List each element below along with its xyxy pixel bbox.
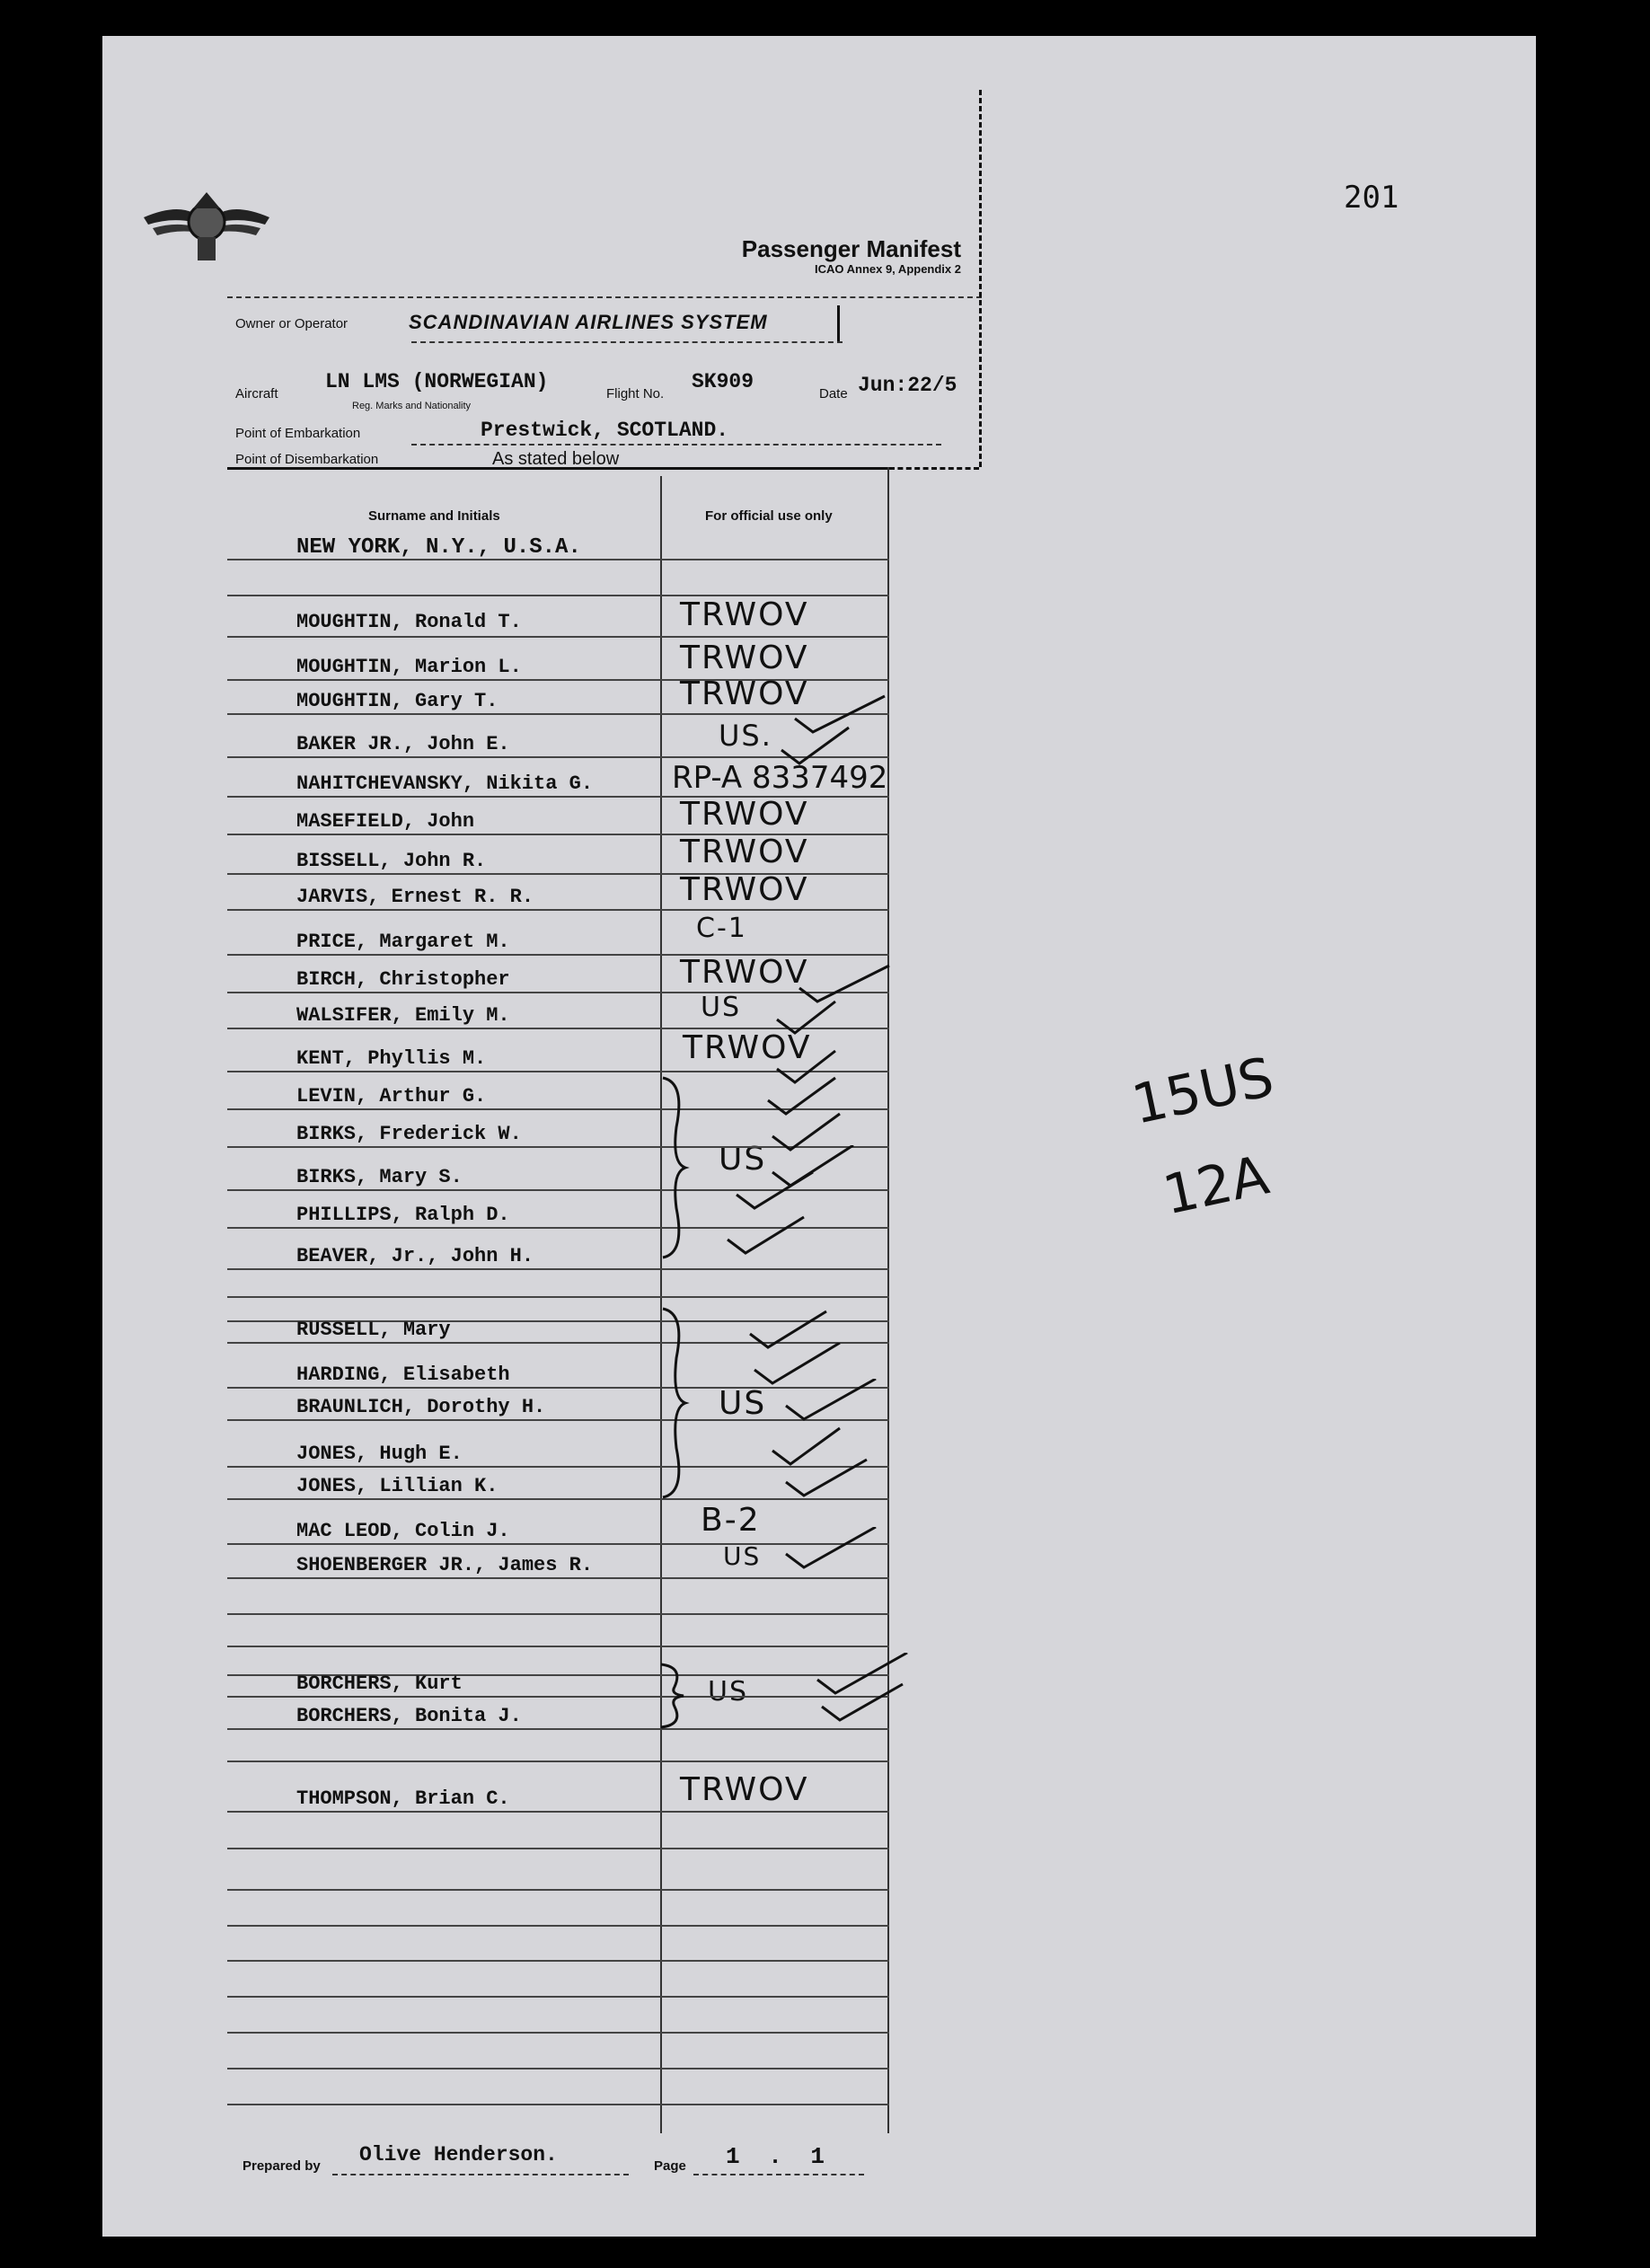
passenger-name: BORCHERS, Bonita J. [296,1705,522,1727]
checkmark-icon [817,1680,916,1725]
row-line [227,1646,889,1647]
passenger-name: KENT, Phyllis M. [296,1047,487,1070]
passenger-name: JONES, Hugh E. [296,1443,463,1465]
passenger-name: BORCHERS, Kurt [296,1672,463,1695]
date-value: Jun:22/5 [858,374,957,397]
owner-separator [837,305,840,341]
passenger-name: LEVIN, Arthur G. [296,1085,487,1108]
official-note: B-2 [701,1502,761,1539]
passenger-name: BIRKS, Mary S. [296,1166,463,1188]
row-line [227,1996,889,1998]
row-line [227,1728,889,1730]
row-line [227,559,889,560]
official-note: TRWOV [680,640,809,676]
header-right-border [979,90,982,467]
official-note: US. [719,719,772,753]
checkmark-icon [781,1455,880,1500]
flight-label: Flight No. [606,386,665,402]
brace-icon [654,1073,690,1262]
row-line [227,1577,889,1579]
passenger-name: BRAUNLICH, Dorothy H. [296,1396,546,1418]
aircraft-label: Aircraft [235,386,278,402]
column-header-official: For official use only [705,508,833,524]
row-line [227,636,889,638]
passenger-name: MOUGHTIN, Marion L. [296,656,522,678]
margin-note-count: 12A [1158,1143,1275,1228]
passenger-name: MOUGHTIN, Gary T. [296,690,499,712]
official-note: US [701,992,742,1023]
passenger-name: NAHITCHEVANSKY, Nikita G. [296,772,594,795]
passenger-name: WALSIFER, Emily M. [296,1004,510,1027]
official-note: TRWOV [680,796,809,833]
row-line [227,2068,889,2069]
prepared-line [332,2174,629,2175]
passenger-name: BAKER JR., John E. [296,733,510,755]
embarkation-line [411,444,941,446]
passenger-name: MOUGHTIN, Ronald T. [296,611,522,633]
row-line [227,1960,889,1962]
passenger-name: BIRCH, Christopher [296,968,510,991]
aircraft-value: LN LMS (NORWEGIAN) [325,370,549,393]
row-line [227,1889,889,1891]
passenger-name: MAC LEOD, Colin J. [296,1520,510,1542]
brace-icon [654,1304,690,1502]
page-label: Page [654,2158,686,2174]
row-line [227,909,889,911]
official-note: TRWOV [680,1771,809,1808]
page-value: 1 . 1 [726,2143,833,2170]
brace-icon [652,1660,688,1732]
passenger-name: JARVIS, Ernest R. R. [296,886,534,908]
passenger-name: HARDING, Elisabeth [296,1363,510,1386]
disembarkation-value: As stated below [492,449,620,469]
checkmark-icon [781,1527,880,1572]
passenger-name: PHILLIPS, Ralph D. [296,1204,510,1226]
passenger-name: RUSSELL, Mary [296,1319,451,1341]
passenger-name: PRICE, Margaret M. [296,931,510,953]
official-note: C-1 [696,913,747,944]
row-line [227,1848,889,1849]
official-note: US [708,1676,749,1708]
owner-value: SCANDINAVIAN AIRLINES SYSTEM [409,311,768,333]
official-note: TRWOV [680,834,809,870]
checkmark-icon [781,1379,880,1424]
official-note: US [723,1541,762,1571]
disembarkation-label: Point of Disembarkation [235,452,379,467]
checkmark-icon [777,723,876,768]
official-note: TRWOV [680,675,809,712]
row-line [227,2104,889,2105]
embarkation-value: Prestwick, SCOTLAND. [481,419,729,442]
header-divider [227,296,982,298]
airline-logo-icon [139,172,274,280]
owner-line [411,341,843,343]
checkmark-icon [723,1213,822,1258]
row-line [227,1696,889,1698]
form-title: Passenger Manifest [741,235,961,262]
official-note: US [719,1385,767,1422]
row-line [227,1268,889,1270]
row-line [227,1613,889,1615]
checkmark-icon [772,993,871,1037]
prepared-by-value: Olive Henderson. [359,2143,558,2167]
passenger-name: SHOENBERGER JR., James R. [296,1554,594,1576]
page-number: 201 [1344,180,1399,216]
owner-label: Owner or Operator [235,316,349,331]
passenger-name: BEAVER, Jr., John H. [296,1245,534,1267]
official-note: RP-A 8337492 [672,760,888,796]
form-subtitle: ICAO Annex 9, Appendix 2 [814,262,961,276]
prepared-by-label: Prepared by [243,2158,321,2174]
row-line [227,2032,889,2034]
passenger-name: BIRKS, Frederick W. [296,1123,522,1145]
official-note: US [719,1141,767,1178]
row-line [227,1296,889,1298]
page-line [693,2174,864,2175]
official-note: TRWOV [683,1029,812,1066]
passenger-name: THOMPSON, Brian C. [296,1787,510,1810]
passenger-name: MASEFIELD, John [296,810,475,833]
aircraft-note: Reg. Marks and Nationality [352,401,472,411]
header-bottom-notch [889,467,979,470]
row-line [227,1925,889,1927]
official-note: TRWOV [680,954,809,991]
row-line [227,1811,889,1813]
official-note: TRWOV [680,596,809,633]
passenger-name: JONES, Lillian K. [296,1475,499,1497]
passenger-name: BISSELL, John R. [296,850,487,872]
column-header-name: Surname and Initials [368,508,500,524]
destination-heading: NEW YORK, N.Y., U.S.A. [296,535,581,560]
checkmark-icon [732,1168,831,1213]
date-label: Date [819,386,848,402]
margin-note-count: 15US [1126,1046,1279,1137]
official-note: TRWOV [680,871,809,908]
flight-value: SK909 [692,370,754,393]
row-line [227,1761,889,1762]
embarkation-label: Point of Embarkation [235,426,361,441]
